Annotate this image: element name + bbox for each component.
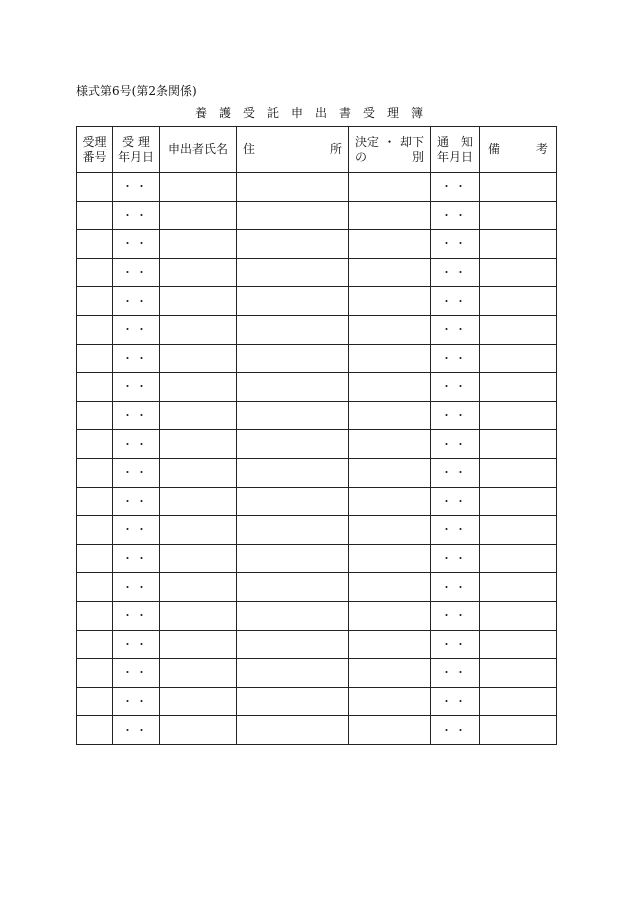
- cell-decision[interactable]: [349, 573, 431, 602]
- cell-applicant-name[interactable]: [160, 458, 237, 487]
- date-placeholder: ・・: [122, 466, 150, 480]
- cell-decision[interactable]: [349, 687, 431, 716]
- cell-notice-date[interactable]: [431, 659, 480, 688]
- table-row: [77, 287, 557, 316]
- date-placeholder: ・・: [122, 523, 150, 537]
- cell-receipt-number[interactable]: [77, 430, 113, 459]
- register-table: [76, 126, 557, 745]
- date-placeholder: ・・: [441, 723, 469, 737]
- date-placeholder: ・・: [122, 237, 150, 251]
- date-placeholder: ・・: [441, 580, 469, 594]
- register-body: [77, 173, 557, 745]
- cell-receipt-number[interactable]: [77, 230, 113, 259]
- cell-receipt-number[interactable]: [77, 544, 113, 573]
- cell-remarks[interactable]: [480, 287, 557, 316]
- cell-remarks[interactable]: [480, 201, 557, 230]
- cell-notice-date[interactable]: [431, 516, 480, 545]
- table-row: [77, 716, 557, 745]
- cell-remarks[interactable]: [480, 487, 557, 516]
- table-row: [77, 315, 557, 344]
- date-placeholder: ・・: [441, 208, 469, 222]
- table-row: [77, 516, 557, 545]
- cell-decision[interactable]: [349, 430, 431, 459]
- cell-applicant-name[interactable]: [160, 287, 237, 316]
- cell-notice-date[interactable]: [431, 287, 480, 316]
- date-placeholder: ・・: [441, 323, 469, 337]
- cell-decision[interactable]: [349, 344, 431, 373]
- header-decision-word1: 決定: [355, 134, 380, 149]
- cell-notice-date[interactable]: [431, 716, 480, 745]
- date-placeholder: ・・: [122, 351, 150, 365]
- cell-decision[interactable]: [349, 516, 431, 545]
- date-placeholder: ・・: [122, 323, 150, 337]
- cell-decision[interactable]: [349, 315, 431, 344]
- header-remarks-left: 備: [488, 142, 501, 156]
- header-applicant-name-label: 申出者氏名: [167, 142, 228, 156]
- cell-notice-date[interactable]: [431, 373, 480, 402]
- cell-receipt-number[interactable]: [77, 287, 113, 316]
- cell-receipt-date[interactable]: [113, 601, 160, 630]
- date-placeholder: ・・: [441, 694, 469, 708]
- cell-address[interactable]: [237, 601, 349, 630]
- cell-receipt-number[interactable]: [77, 573, 113, 602]
- header-address-right: 所: [329, 142, 342, 156]
- cell-receipt-number[interactable]: [77, 716, 113, 745]
- header-applicant-name: [160, 127, 237, 173]
- cell-notice-date[interactable]: [431, 544, 480, 573]
- cell-decision[interactable]: [349, 544, 431, 573]
- cell-remarks[interactable]: [480, 687, 557, 716]
- header-address-left: 住: [243, 142, 256, 156]
- cell-decision[interactable]: [349, 458, 431, 487]
- cell-decision[interactable]: [349, 630, 431, 659]
- cell-receipt-number[interactable]: [77, 458, 113, 487]
- cell-notice-date[interactable]: [431, 258, 480, 287]
- date-placeholder: ・・: [122, 694, 150, 708]
- table-row: [77, 258, 557, 287]
- cell-remarks[interactable]: [480, 430, 557, 459]
- header-receipt-date: [113, 127, 160, 173]
- table-row: [77, 659, 557, 688]
- table-row: [77, 687, 557, 716]
- cell-receipt-date[interactable]: [113, 659, 160, 688]
- cell-notice-date[interactable]: [431, 687, 480, 716]
- cell-address[interactable]: [237, 487, 349, 516]
- cell-receipt-number[interactable]: [77, 487, 113, 516]
- cell-notice-date[interactable]: [431, 344, 480, 373]
- cell-address[interactable]: [237, 659, 349, 688]
- cell-decision[interactable]: [349, 201, 431, 230]
- table-row: [77, 344, 557, 373]
- cell-decision[interactable]: [349, 230, 431, 259]
- cell-applicant-name[interactable]: [160, 373, 237, 402]
- cell-address[interactable]: [237, 573, 349, 602]
- cell-remarks[interactable]: [480, 258, 557, 287]
- date-placeholder: ・・: [122, 723, 150, 737]
- cell-address[interactable]: [237, 173, 349, 202]
- cell-receipt-date[interactable]: [113, 573, 160, 602]
- cell-applicant-name[interactable]: [160, 630, 237, 659]
- date-placeholder: ・・: [122, 409, 150, 423]
- table-row: [77, 373, 557, 402]
- cell-receipt-date[interactable]: [113, 687, 160, 716]
- cell-receipt-date[interactable]: [113, 201, 160, 230]
- date-placeholder: ・・: [441, 552, 469, 566]
- cell-notice-date[interactable]: [431, 430, 480, 459]
- cell-address[interactable]: [237, 630, 349, 659]
- header-decision-word2: 却下: [399, 134, 424, 149]
- cell-receipt-date[interactable]: [113, 630, 160, 659]
- date-placeholder: ・・: [441, 466, 469, 480]
- cell-remarks[interactable]: [480, 601, 557, 630]
- table-row: [77, 230, 557, 259]
- cell-address[interactable]: [237, 201, 349, 230]
- cell-receipt-number[interactable]: [77, 601, 113, 630]
- cell-notice-date[interactable]: [431, 315, 480, 344]
- date-placeholder: ・・: [122, 294, 150, 308]
- table-row: [77, 630, 557, 659]
- cell-remarks[interactable]: [480, 516, 557, 545]
- cell-receipt-date[interactable]: [113, 716, 160, 745]
- header-decision: [349, 127, 431, 173]
- cell-applicant-name[interactable]: [160, 516, 237, 545]
- cell-remarks[interactable]: [480, 630, 557, 659]
- cell-address[interactable]: [237, 401, 349, 430]
- cell-applicant-name[interactable]: [160, 716, 237, 745]
- header-receipt-date-line1: 受 理: [122, 134, 150, 149]
- cell-remarks[interactable]: [480, 401, 557, 430]
- cell-receipt-date[interactable]: [113, 258, 160, 287]
- cell-decision[interactable]: [349, 287, 431, 316]
- cell-remarks[interactable]: [480, 544, 557, 573]
- form-number-label: 様式第6号(第2条関係): [76, 84, 197, 98]
- cell-notice-date[interactable]: [431, 487, 480, 516]
- table-row: [77, 401, 557, 430]
- cell-address[interactable]: [237, 373, 349, 402]
- cell-decision[interactable]: [349, 487, 431, 516]
- cell-receipt-number[interactable]: [77, 258, 113, 287]
- date-placeholder: ・・: [441, 637, 469, 651]
- cell-remarks[interactable]: [480, 716, 557, 745]
- cell-receipt-number[interactable]: [77, 373, 113, 402]
- table-row: [77, 487, 557, 516]
- header-row: [77, 127, 557, 173]
- cell-notice-date[interactable]: [431, 173, 480, 202]
- header-decision-dot: ・: [383, 134, 396, 149]
- table-row: [77, 601, 557, 630]
- cell-remarks[interactable]: [480, 573, 557, 602]
- date-placeholder: ・・: [441, 294, 469, 308]
- date-placeholder: ・・: [441, 180, 469, 194]
- cell-address[interactable]: [237, 516, 349, 545]
- header-address: [237, 127, 349, 173]
- header-receipt-number-line1: 受理: [82, 134, 107, 149]
- cell-applicant-name[interactable]: [160, 573, 237, 602]
- cell-decision[interactable]: [349, 716, 431, 745]
- cell-receipt-date[interactable]: [113, 458, 160, 487]
- cell-applicant-name[interactable]: [160, 487, 237, 516]
- cell-remarks[interactable]: [480, 659, 557, 688]
- date-placeholder: ・・: [122, 266, 150, 280]
- cell-decision[interactable]: [349, 258, 431, 287]
- cell-receipt-date[interactable]: [113, 430, 160, 459]
- cell-notice-date[interactable]: [431, 601, 480, 630]
- header-receipt-date-line2: 年月日: [117, 149, 154, 164]
- cell-address[interactable]: [237, 344, 349, 373]
- date-placeholder: ・・: [441, 409, 469, 423]
- cell-receipt-number[interactable]: [77, 201, 113, 230]
- cell-receipt-number[interactable]: [77, 315, 113, 344]
- cell-notice-date[interactable]: [431, 458, 480, 487]
- date-placeholder: ・・: [441, 523, 469, 537]
- cell-applicant-name[interactable]: [160, 430, 237, 459]
- date-placeholder: ・・: [441, 437, 469, 451]
- cell-receipt-date[interactable]: [113, 230, 160, 259]
- cell-address[interactable]: [237, 458, 349, 487]
- cell-applicant-name[interactable]: [160, 230, 237, 259]
- cell-receipt-date[interactable]: [113, 344, 160, 373]
- cell-address[interactable]: [237, 430, 349, 459]
- table-row: [77, 201, 557, 230]
- table-row: [77, 544, 557, 573]
- cell-address[interactable]: [237, 287, 349, 316]
- cell-applicant-name[interactable]: [160, 173, 237, 202]
- date-placeholder: ・・: [122, 552, 150, 566]
- cell-applicant-name[interactable]: [160, 258, 237, 287]
- date-placeholder: ・・: [441, 380, 469, 394]
- table-row: [77, 173, 557, 202]
- cell-receipt-number[interactable]: [77, 659, 113, 688]
- date-placeholder: ・・: [122, 637, 150, 651]
- date-placeholder: ・・: [441, 609, 469, 623]
- cell-receipt-number[interactable]: [77, 630, 113, 659]
- cell-applicant-name[interactable]: [160, 544, 237, 573]
- cell-notice-date[interactable]: [431, 401, 480, 430]
- table-row: [77, 430, 557, 459]
- header-decision-line2-right: 別: [411, 149, 424, 164]
- header-notice-date-line1: 通 知: [436, 134, 473, 149]
- cell-address[interactable]: [237, 687, 349, 716]
- cell-receipt-number[interactable]: [77, 401, 113, 430]
- date-placeholder: ・・: [441, 237, 469, 251]
- cell-receipt-number[interactable]: [77, 173, 113, 202]
- date-placeholder: ・・: [122, 180, 150, 194]
- cell-applicant-name[interactable]: [160, 201, 237, 230]
- header-receipt-number-line2: 番号: [82, 149, 107, 164]
- cell-receipt-date[interactable]: [113, 373, 160, 402]
- cell-notice-date[interactable]: [431, 573, 480, 602]
- cell-applicant-name[interactable]: [160, 601, 237, 630]
- cell-remarks[interactable]: [480, 173, 557, 202]
- date-placeholder: ・・: [441, 666, 469, 680]
- cell-decision[interactable]: [349, 401, 431, 430]
- cell-address[interactable]: [237, 716, 349, 745]
- header-receipt-number: [77, 127, 113, 173]
- date-placeholder: ・・: [122, 609, 150, 623]
- cell-receipt-date[interactable]: [113, 401, 160, 430]
- cell-applicant-name[interactable]: [160, 659, 237, 688]
- cell-receipt-number[interactable]: [77, 516, 113, 545]
- cell-remarks[interactable]: [480, 344, 557, 373]
- cell-receipt-date[interactable]: [113, 516, 160, 545]
- table-row: [77, 573, 557, 602]
- cell-receipt-number[interactable]: [77, 687, 113, 716]
- document-title: 養護受託申出書受理簿: [194, 106, 435, 120]
- cell-receipt-date[interactable]: [113, 287, 160, 316]
- cell-receipt-date[interactable]: [113, 173, 160, 202]
- cell-applicant-name[interactable]: [160, 687, 237, 716]
- cell-notice-date[interactable]: [431, 201, 480, 230]
- cell-address[interactable]: [237, 258, 349, 287]
- cell-receipt-date[interactable]: [113, 487, 160, 516]
- cell-notice-date[interactable]: [431, 630, 480, 659]
- header-notice-date-line2: 年月日: [436, 149, 473, 164]
- header-decision-line2-left: の: [355, 149, 368, 164]
- cell-remarks[interactable]: [480, 315, 557, 344]
- cell-decision[interactable]: [349, 173, 431, 202]
- cell-applicant-name[interactable]: [160, 401, 237, 430]
- date-placeholder: ・・: [441, 266, 469, 280]
- table-row: [77, 458, 557, 487]
- date-placeholder: ・・: [122, 494, 150, 508]
- cell-receipt-date[interactable]: [113, 544, 160, 573]
- date-placeholder: ・・: [122, 580, 150, 594]
- cell-remarks[interactable]: [480, 373, 557, 402]
- cell-receipt-date[interactable]: [113, 315, 160, 344]
- date-placeholder: ・・: [441, 494, 469, 508]
- date-placeholder: ・・: [122, 437, 150, 451]
- cell-applicant-name[interactable]: [160, 315, 237, 344]
- header-remarks-right: 考: [535, 142, 548, 156]
- cell-address[interactable]: [237, 544, 349, 573]
- cell-decision[interactable]: [349, 373, 431, 402]
- header-remarks: [480, 127, 557, 173]
- date-placeholder: ・・: [122, 380, 150, 394]
- cell-applicant-name[interactable]: [160, 344, 237, 373]
- date-placeholder: ・・: [122, 666, 150, 680]
- cell-notice-date[interactable]: [431, 230, 480, 259]
- cell-receipt-number[interactable]: [77, 344, 113, 373]
- cell-remarks[interactable]: [480, 230, 557, 259]
- cell-decision[interactable]: [349, 601, 431, 630]
- cell-remarks[interactable]: [480, 458, 557, 487]
- date-placeholder: ・・: [441, 351, 469, 365]
- header-notice-date: [431, 127, 480, 173]
- cell-decision[interactable]: [349, 659, 431, 688]
- date-placeholder: ・・: [122, 208, 150, 222]
- cell-address[interactable]: [237, 315, 349, 344]
- cell-address[interactable]: [237, 230, 349, 259]
